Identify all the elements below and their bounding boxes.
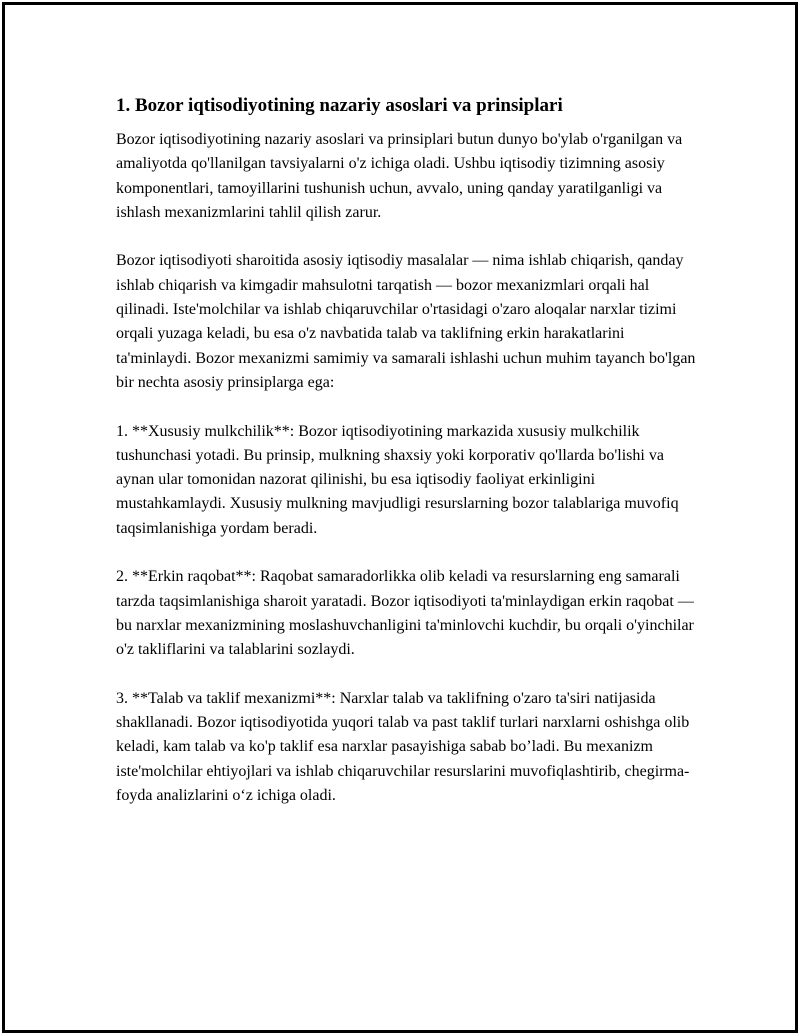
paragraph-intro: Bozor iqtisodiyotining nazariy asoslari va prinsiplari butun dunyo bo'ylab o'rganilgan va amaliyotda qo'llanilgan tavsiyalarni o'z ichiga oladi. Ushbu iqtisodiy tizimning asosiy komponentlari, tamoyillarini tushunish uchun, avvalo, uning qanday yaratilganligi va ishlash mexanizmlarini tahlil qilish zarur. (116, 131, 683, 221)
section-title: 1. Bozor iqtisodiyotining nazariy asoslari va prinsiplari (116, 95, 563, 116)
document-body (116, 94, 696, 833)
paragraph-market-mechanism: Bozor iqtisodiyoti sharoitida asosiy iqtisodiy masalalar — nima ishlab chiqarish, qanday ishlab chiqarish va kimgadir mahsulotni tarqatish — bozor mexanizmlari orqali hal qilinadi. Iste'molchilar va ishlab chiqaruvchilar o'rtasidagi o'zaro aloqalar narxlar tizimi orqali yuzaga keladi, bu esa o'z navbatida talab va taklifning erkin harakatlarini ta'minlaydi. Bozor mexanizmi samimiy va samarali ishlashi uchun muhim tayanch bo'lgan bir nechta asosiy prinsiplarga ega: (116, 252, 696, 391)
paragraph-free-competition: 2. **Erkin raqobat**: Raqobat samaradorlikka olib keladi va resurslarning eng samarali tarzda taqsimlanishiga sharoit yaratadi. Bozor iqtisodiyoti ta'minlaydigan erkin raqobat — bu narxlar mexanizmining moslashuvchanligini ta'minlovchi kuchdir, bu orqali o'yinchilar o'z takliflarini va talablarini sozlaydi. (116, 568, 694, 659)
paragraph-supply-demand: 3. **Talab va taklif mexanizmi**: Narxlar talab va taklifning o'zaro ta'siri natijasida shakllanadi. Bozor iqtisodiyotida yuqori talab va past taklif turlari narxlarni oshishga olib keladi, kam talab va ko'p taklif esa narxlar pasayishiga sabab bo’ladi. Bu mexanizm iste'molchilar ehtiyojlari va ishlab chiqaruvchilar resurslarini muvofiqlashtirib, chegirma-foyda analizlarini o‘z ichiga oladi. (116, 689, 690, 805)
paragraph-private-property: 1. **Xususiy mulkchilik**: Bozor iqtisodiyotining markazida xususiy mulkchilik tushunchasi yotadi. Bu prinsip, mulkning shaxsiy yoki korporativ qo'llarda bo'lishi va aynan ular tomonidan nazorat qilinishi, bu esa iqtisodiy faoliyat erkinligini mustahkamlaydi. Xususiy mulkning mavjudligi resurslarning bozor talablariga muvofiq taqsimlanishiga yordam beradi. (116, 422, 679, 537)
